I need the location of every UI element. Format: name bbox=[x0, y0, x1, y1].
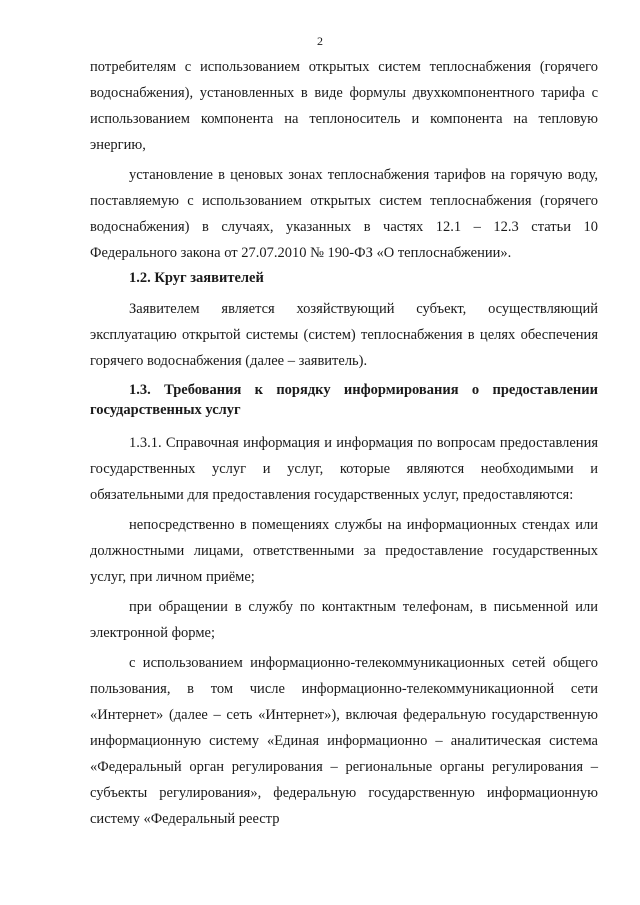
document-body bbox=[90, 54, 598, 832]
paragraph: Заявителем является хозяйствующий субъект, осуществляющий эксплуатацию открытой системы (систем) теплоснабжения в целях обеспечения горячего водоснабжения (далее – заявитель). bbox=[90, 301, 598, 369]
paragraph: установление в ценовых зонах теплоснабжения тарифов на горячую воду, поставляемую с использованием открытых систем теплоснабжения (горячего водоснабжения) в случаях, указанных в частях 12.1 – 12.3 статьи 10 Федерального закона от 27.07.2010 № 190-ФЗ «О теплоснабжении». bbox=[90, 167, 598, 261]
paragraph: с использованием информационно-телекоммуникационных сетей общего пользования, в том числе информационно-телекоммуникационной сети «Интернет» (далее – сеть «Интернет»), включая федеральную государственную информационную систему «Единая информационно – аналитическая система «Федеральный орган регулирования – региональные органы регулирования – субъекты регулирования», федеральную государственную информационную систему «Федеральный реестр bbox=[90, 655, 598, 827]
section-heading: 1.3. Требования к порядку информирования о предоставлении государственных услуг bbox=[90, 382, 598, 418]
page-number: 2 bbox=[317, 34, 323, 48]
paragraph: при обращении в службу по контактным телефонам, в письменной или электронной форме; bbox=[90, 599, 598, 641]
section-heading: 1.2. Круг заявителей bbox=[129, 270, 264, 286]
paragraph: потребителям с использованием открытых систем теплоснабжения (горячего водоснабжения), установленных в виде формулы двухкомпонентного тарифа с использованием компонента на теплоноситель и компонента на тепловую энергию, bbox=[90, 59, 598, 153]
paragraph: 1.3.1. Справочная информация и информация по вопросам предоставления государственных услуг и услуг, которые являются необходимыми и обязательными для предоставления государственных услуг, предоставляются: bbox=[90, 435, 598, 503]
paragraph: непосредственно в помещениях службы на информационных стендах или должностными лицами, ответственными за предоставление государственных услуг, при личном приёме; bbox=[90, 517, 598, 585]
